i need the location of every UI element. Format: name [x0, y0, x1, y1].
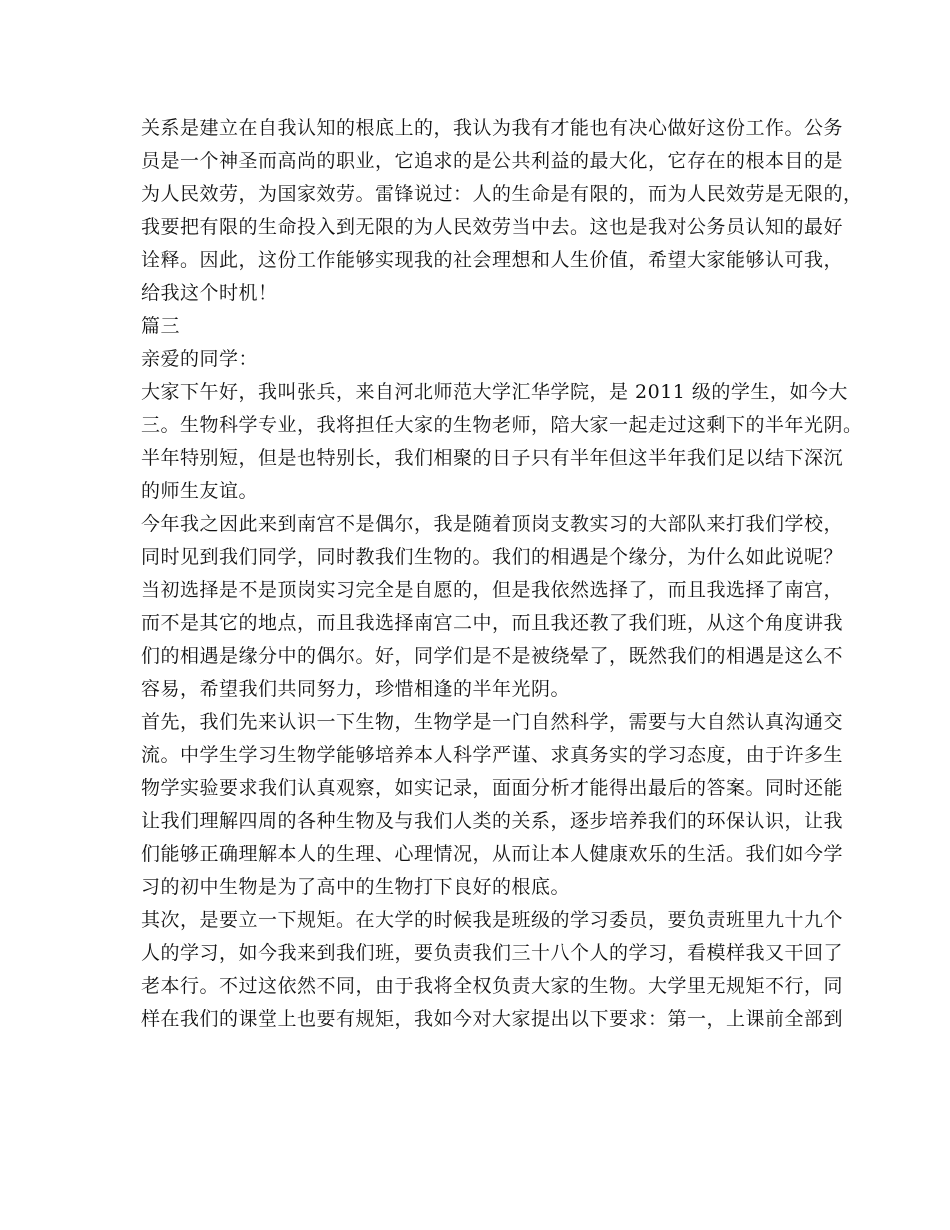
text-line: 老本行。不过这依然不同，由于我将全权负责大家的生物。大学里无规矩不行，同: [141, 975, 844, 997]
text-line: 而不是其它的地点，而且我选择南宫二中，而且我还教了我们班，从这个角度讲我: [141, 612, 844, 634]
text-line: 半年特别短，但是也特别长，我们相聚的日子只有半年但这半年我们足以结下深沉: [141, 447, 844, 469]
text-line: 让我们理解四周的各种生物及与我们人类的关系，逐步培养我们的环保认识，让我: [141, 810, 844, 832]
text-line: 为人民效劳，为国家效劳。雷锋说过：人的生命是有限的，而为人民效劳是无限的，: [141, 183, 863, 205]
text-line: 容易，希望我们共同努力，珍惜相逢的半年光阴。: [141, 678, 571, 700]
document-body: [141, 112, 863, 1036]
text-line: 其次，是要立一下规矩。在大学的时候我是班级的学习委员，要负责班里九十九个: [141, 909, 844, 931]
text-line: 们能够正确理解本人的生理、心理情况，从而让本人健康欢乐的生活。我们如今学: [141, 843, 844, 865]
text-line: 同时见到我们同学，同时教我们生物的。我们的相遇是个缘分，为什么如此说呢？: [141, 546, 844, 568]
text-line: 员是一个神圣而高尚的职业，它追求的是公共利益的最大化，它存在的根本目的是: [141, 150, 844, 172]
text-line: 三。生物科学专业，我将担任大家的生物老师，陪大家一起走过这剩下的半年光阴。: [141, 414, 863, 436]
text-line: 人的学习，如今我来到我们班，要负责我们三十八个人的学习，看模样我又干回了: [141, 942, 844, 964]
text-line: 的师生友谊。: [141, 480, 259, 502]
text-line: 们的相遇是缘分中的偶尔。好，同学们是不是被绕晕了，既然我们的相遇是这么不: [141, 645, 844, 667]
text-line: 当初选择是不是顶岗实习完全是自愿的，但是我依然选择了，而且我选择了南宫，: [141, 579, 844, 601]
text-line: 给我这个时机！: [141, 282, 278, 304]
text-line: 今年我之因此来到南宫不是偶尔，我是随着顶岗支教实习的大部队来打我们学校，: [141, 513, 844, 535]
text-line: 习的初中生物是为了高中的生物打下良好的根底。: [141, 876, 571, 898]
text-line: 我要把有限的生命投入到无限的为人民效劳当中去。这也是我对公务员认知的最好: [141, 216, 844, 238]
text-line: 首先，我们先来认识一下生物，生物学是一门自然科学，需要与大自然认真沟通交: [141, 711, 844, 733]
salutation: 亲爱的同学：: [141, 348, 259, 370]
text-line: 流。中学生学习生物学能够培养本人科学严谨、求真务实的学习态度，由于许多生: [141, 744, 844, 766]
text-line: 大家下午好，我叫张兵，来自河北师范大学汇华学院，是 2011 级的学生，如今大: [141, 381, 848, 403]
text-line: 诠释。因此，这份工作能够实现我的社会理想和人生价值，希望大家能够认可我，: [141, 249, 844, 271]
text-line: 样在我们的课堂上也要有规矩，我如今对大家提出以下要求：第一，上课前全部到: [141, 1008, 844, 1030]
text-line: 物学实验要求我们认真观察，如实记录，面面分析才能得出最后的答案。同时还能: [141, 777, 844, 799]
section-heading: 篇三: [141, 315, 181, 337]
text-line: 关系是建立在自我认知的根底上的，我认为我有才能也有决心做好这份工作。公务: [141, 117, 844, 139]
